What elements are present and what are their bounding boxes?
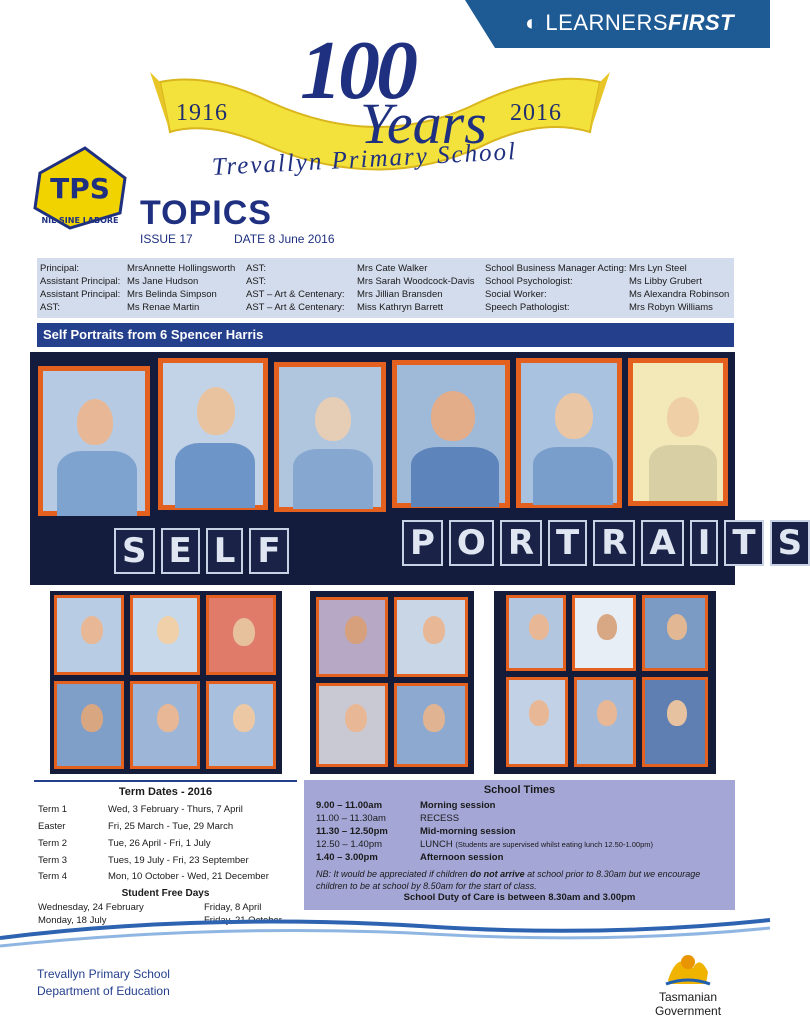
lf-swirl-icon: ◐ bbox=[525, 10, 539, 35]
hundred-title: 100 bbox=[300, 24, 414, 117]
staff-directory bbox=[37, 258, 734, 318]
staff-roles-col2: AST: AST: AST – Art & Centenary: AST – Art & Centenary: bbox=[246, 263, 345, 313]
staff-roles-col1: Principal: Assistant Principal: Assistant Principal: AST: bbox=[40, 263, 121, 313]
display-letter: I bbox=[690, 520, 719, 566]
newsletter-title: TOPICS bbox=[140, 194, 272, 232]
display-letter: A bbox=[641, 520, 683, 566]
time-row: 11.30 – 12.50pm Mid-morning session bbox=[316, 826, 516, 837]
term-dates-panel bbox=[34, 780, 297, 928]
portrait-frame bbox=[38, 366, 150, 516]
school-times-title: School Times bbox=[483, 784, 556, 796]
term-row: Term 3 Tues, 19 July - Fri, 23 September bbox=[38, 855, 249, 866]
years-title: Years bbox=[360, 91, 487, 156]
self-letters bbox=[114, 528, 289, 574]
portraits-photo-right bbox=[494, 591, 716, 774]
lf-first: FIRST bbox=[668, 10, 735, 35]
footer-department: Department of Education bbox=[37, 984, 170, 998]
footer-school bbox=[37, 966, 170, 1000]
time-row: 1.40 – 3.00pm Afternoon session bbox=[316, 852, 504, 863]
time-row: 9.00 – 11.00am Morning session bbox=[316, 800, 496, 811]
issue-date: DATE 8 June 2016 bbox=[234, 232, 335, 246]
portraits-letters bbox=[402, 520, 810, 566]
term-row: Term 1 Wed, 3 February - Thurs, 7 April bbox=[38, 804, 243, 815]
display-letter: R bbox=[593, 520, 635, 566]
tasmanian-government-text: Tasmanian Government bbox=[655, 990, 722, 1018]
staff-names-col3: Mrs Lyn Steel Ms Libby Grubert Ms Alexandra Robinson Mrs Robyn Williams bbox=[629, 263, 730, 313]
term-row: Easter Fri, 25 March - Tue, 29 March bbox=[38, 821, 234, 832]
footer-school-name: Trevallyn Primary School bbox=[37, 967, 170, 981]
student-free-days-title: Student Free Days bbox=[121, 888, 210, 899]
logo-motto: NIL SINE LABORE bbox=[41, 216, 119, 225]
free-day: Friday, 8 April bbox=[204, 902, 262, 913]
staff-roles-col3: School Business Manager Acting: School Psychologist: Social Worker: Speech Pathologist: bbox=[485, 263, 627, 313]
article-headline: Self Portraits from 6 Spencer Harris bbox=[37, 323, 734, 347]
term-dates-title: Term Dates - 2016 bbox=[118, 786, 213, 798]
display-letter: L bbox=[206, 528, 244, 574]
portrait-frame bbox=[274, 362, 386, 512]
free-day: Friday, 21 October bbox=[204, 915, 282, 926]
year-end: 2016 bbox=[510, 100, 562, 126]
school-name-banner: Trevallyn Primary School bbox=[211, 138, 518, 181]
portrait-frame bbox=[392, 360, 510, 508]
display-letter: R bbox=[500, 520, 542, 566]
portrait-frame bbox=[628, 358, 728, 506]
portraits-photo-middle bbox=[310, 591, 474, 774]
portrait-frame bbox=[158, 358, 268, 510]
display-letter: T bbox=[548, 520, 587, 566]
display-letter: O bbox=[449, 520, 494, 566]
display-letter: F bbox=[249, 528, 288, 574]
term-row: Term 4 Mon, 10 October - Wed, 21 December bbox=[38, 871, 269, 882]
display-letter: P bbox=[402, 520, 443, 566]
display-letter: S bbox=[114, 528, 155, 574]
logo-letters: TPS bbox=[50, 172, 110, 205]
portrait-frame bbox=[516, 358, 622, 508]
duty-of-care: School Duty of Care is between 8.30am and 3.00pm bbox=[403, 892, 636, 903]
portraits-display-photo bbox=[30, 352, 803, 585]
tasmanian-government-logo bbox=[648, 940, 728, 990]
year-start: 1916 bbox=[176, 100, 228, 126]
arrival-note: NB: It would be appreciated if children do not arrive at school prior to 8.30am but we encourage children to be at school by 8.50am for the start of class. bbox=[316, 869, 701, 891]
display-letter: S bbox=[770, 520, 810, 566]
time-row: 12.50 – 1.40pm LUNCH (Students are supervised whilst eating lunch 12.50-1.00pm) bbox=[316, 839, 653, 850]
staff-names-col2: Mrs Cate Walker Mrs Sarah Woodcock-Davis Mrs Jillian Bransden Miss Kathryn Barrett bbox=[357, 263, 475, 313]
portraits-photo-left bbox=[50, 591, 282, 774]
free-day: Monday, 18 July bbox=[38, 915, 107, 926]
display-letter: E bbox=[161, 528, 200, 574]
display-letter: T bbox=[724, 520, 763, 566]
term-row: Term 2 Tue, 26 April - Fri, 1 July bbox=[38, 838, 211, 849]
school-times-panel bbox=[304, 780, 735, 910]
lf-learners: LEARNERS bbox=[545, 10, 669, 35]
issue-number: ISSUE 17 bbox=[140, 232, 193, 246]
school-crest-logo bbox=[30, 143, 130, 233]
time-row: 11.00 – 11.30am RECESS bbox=[316, 813, 460, 824]
free-day: Wednesday, 24 February bbox=[38, 902, 144, 913]
staff-names-col1: MrsAnnette Hollingsworth Ms Jane Hudson Mrs Belinda Simpson Ms Renae Martin bbox=[127, 263, 236, 313]
